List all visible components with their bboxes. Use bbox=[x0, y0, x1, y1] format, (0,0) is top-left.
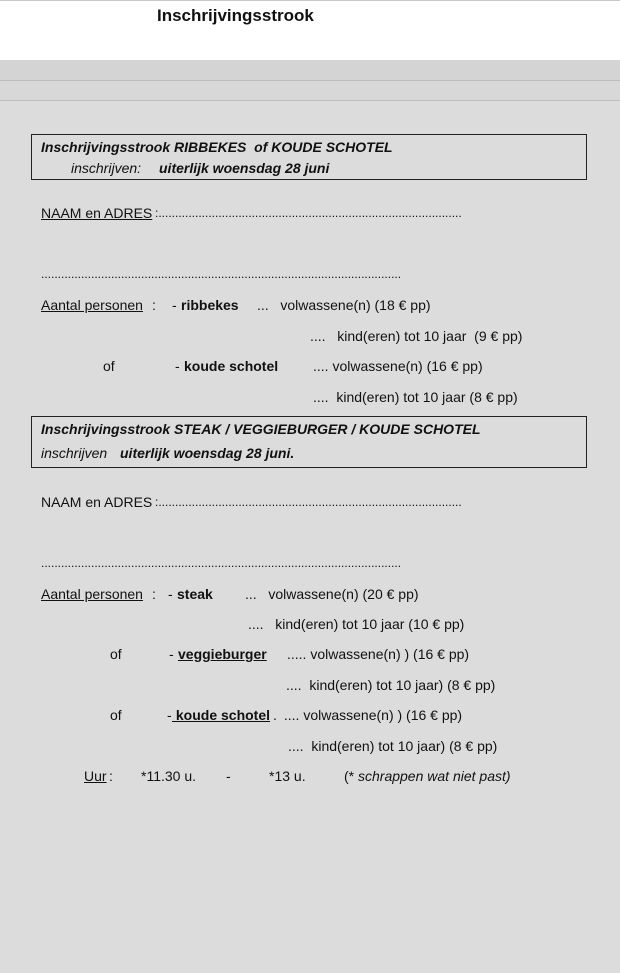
section2-name-dots: :........................................................................................... bbox=[155, 495, 462, 509]
section2-steak-adult: ... volwassene(n) (20 € pp) bbox=[245, 586, 419, 602]
section2-persons-label: Aantal personen bbox=[41, 586, 143, 602]
section2-persons-colon: : bbox=[152, 586, 156, 602]
document-title: Inschrijvingsstrook bbox=[157, 6, 314, 25]
section2-steak-dash: - bbox=[168, 586, 177, 602]
section2-koude-dash: - bbox=[167, 707, 172, 723]
section1-ribbekes-child: .... kind(eren) tot 10 jaar (9 € pp) bbox=[310, 328, 523, 344]
section2-time-colon: : bbox=[109, 768, 113, 784]
section2-deadline-label: inschrijven bbox=[41, 445, 108, 461]
section2-box-title: Inschrijvingsstrook STEAK / VEGGIEBURGER / KOUDE SCHOTEL bbox=[41, 421, 481, 437]
section1-name-label: NAAM en ADRES bbox=[41, 205, 153, 221]
section2-time-label: Uur bbox=[84, 768, 107, 784]
section2-veggie-dash: - bbox=[169, 646, 178, 662]
section2-or-word-1: of bbox=[110, 646, 122, 662]
section1-persons-label: Aantal personen bbox=[41, 297, 143, 313]
section2-deadline-value: uiterlijk woensdag 28 juni. bbox=[120, 445, 295, 461]
section2-time-option-2: *13 u. bbox=[269, 768, 306, 784]
section2-address-dots: ............................................................................................................ bbox=[41, 556, 402, 570]
section2-note-open: (* bbox=[344, 768, 355, 784]
section1-or-word: of bbox=[103, 358, 115, 374]
section2-name-label: NAAM en ADRES bbox=[41, 494, 153, 510]
section1-koude-dash: - bbox=[175, 358, 184, 374]
section1-name-dots: :........................................................................................... bbox=[155, 206, 462, 220]
section1-address-dots: ............................................................................................................ bbox=[41, 267, 402, 281]
section1-koude-child: .... kind(eren) tot 10 jaar (8 € pp) bbox=[313, 389, 518, 405]
section2-veggie-word: veggieburger bbox=[178, 646, 267, 662]
section2-steak-word: steak bbox=[177, 586, 213, 602]
section1-ribbekes-word: ribbekes bbox=[181, 297, 239, 313]
section2-koude-period: . bbox=[273, 707, 277, 723]
header-bar bbox=[0, 0, 620, 61]
section2-time-dash: - bbox=[226, 768, 231, 784]
section1-koude-adult: .... volwassene(n) (16 € pp) bbox=[313, 358, 483, 374]
ruler-strip bbox=[0, 60, 620, 81]
section1-deadline-value: uiterlijk woensdag 28 juni bbox=[159, 160, 330, 176]
section2-steak-child: .... kind(eren) tot 10 jaar (10 € pp) bbox=[248, 616, 465, 632]
section2-note-text: schrappen wat niet past) bbox=[358, 768, 511, 784]
section1-koude-word: koude schotel bbox=[184, 358, 279, 374]
section1-deadline-label: inschrijven: bbox=[71, 160, 142, 176]
section1-ribbekes-adult: ... volwassene(n) (18 € pp) bbox=[257, 297, 431, 313]
section2-or-word-2: of bbox=[110, 707, 122, 723]
section2-koude-child: .... kind(eren) tot 10 jaar) (8 € pp) bbox=[288, 738, 498, 754]
section2-koude-word: koude schotel bbox=[172, 707, 271, 723]
section2-koude-adult: .... volwassene(n) ) (16 € pp) bbox=[280, 707, 463, 723]
section2-veggie-adult: ..... volwassene(n) ) (16 € pp) bbox=[287, 646, 470, 662]
section1-box-title: Inschrijvingsstrook RIBBEKES of KOUDE SCHOTEL bbox=[41, 139, 393, 155]
ruler-strip-secondary bbox=[0, 81, 620, 101]
section1-ribbekes-dash: - bbox=[172, 297, 181, 313]
section2-time-option-1: *11.30 u. bbox=[141, 768, 197, 784]
section1-persons-colon: : bbox=[152, 297, 156, 313]
section2-veggie-child: .... kind(eren) tot 10 jaar) (8 € pp) bbox=[286, 677, 496, 693]
